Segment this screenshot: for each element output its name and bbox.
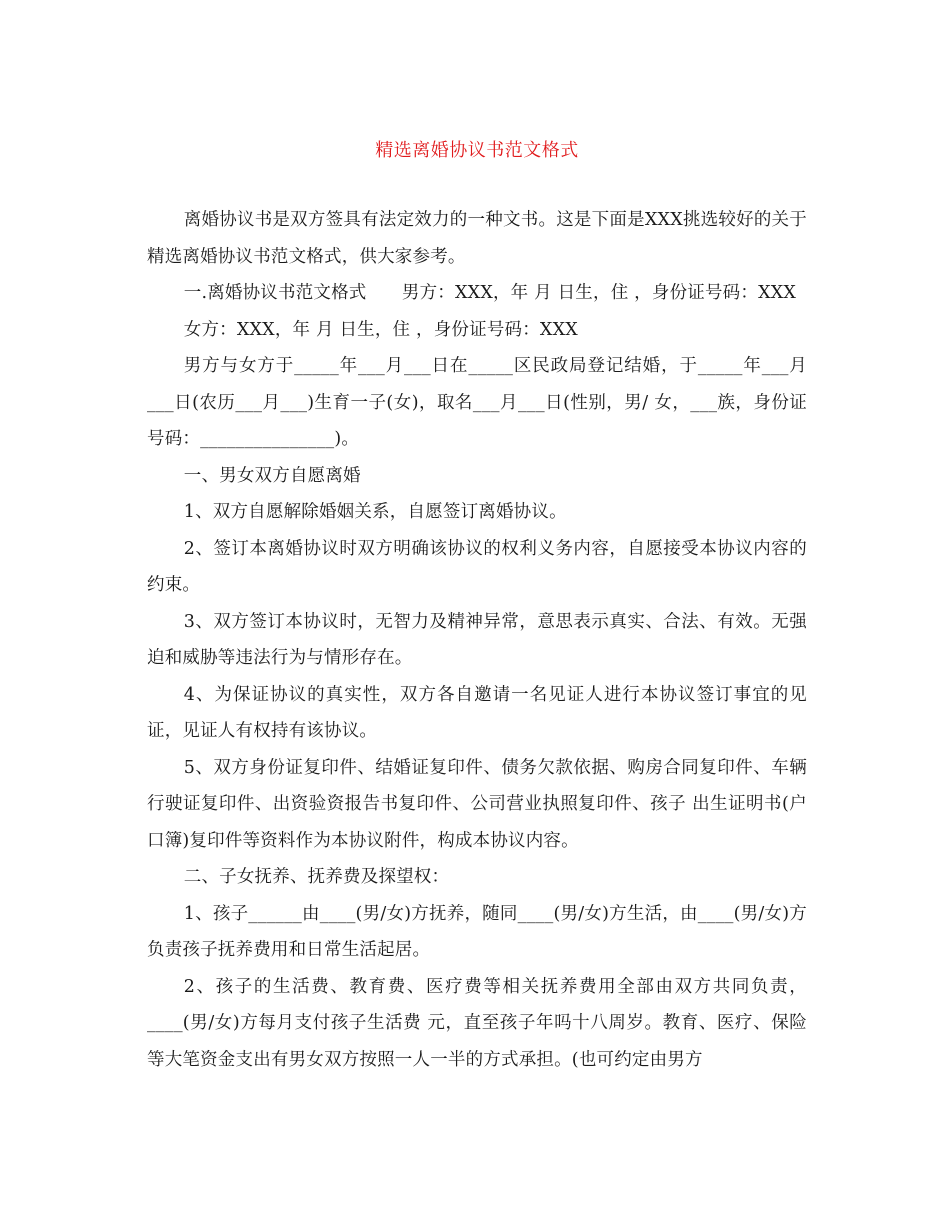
document-body [147, 202, 807, 1078]
section-heading-voluntary-divorce: 一、男女双方自愿离婚 [183, 465, 361, 486]
clause-1-5: 5、双方身份证复印件、结婚证复印件、债务欠款依据、购房合同复印件、车辆行驶证复印件、出资验资报告书复印件、公司营业执照复印件、孩子 出生证明书(户口簿)复印件等资料作为本协议附件，构成本协议内容。 [147, 757, 807, 851]
clause-1-4: 4、为保证协议的真实性，双方各自邀请一名见证人进行本协议签订事宜的见证，见证人有权持有该协议。 [147, 684, 807, 741]
paragraph-wife-info: 女方：XXX，年 月 日生，住 ，身份证号码：XXX [183, 319, 578, 340]
document-title: 精选离婚协议书范文格式 [375, 140, 579, 161]
clause-1-1: 1、双方自愿解除婚姻关系，自愿签订离婚协议。 [183, 502, 567, 522]
clause-2-2: 2、孩子的生活费、教育费、医疗费等相关抚养费用全部由双方共同负责，____(男/女)方每月支付孩子生活费 元，直至孩子年吗十八周岁。教育、医疗、保险等大笔资金支出有男女双方按照一人一半的方式承担。(也可约定由男方 [147, 976, 807, 1070]
paragraph-intro: 离婚协议书是双方签具有法定效力的一种文书。这是下面是XXX挑选较好的关于精选离婚协议书范文格式，供大家参考。 [147, 210, 807, 267]
section-heading-child-custody: 二、子女抚养、抚养费及探望权： [183, 867, 450, 887]
clause-1-2: 2、签订本离婚协议时双方明确该协议的权利义务内容，自愿接受本协议内容的约束。 [147, 538, 807, 595]
clause-1-3: 3、双方签订本协议时，无智力及精神异常，意思表示真实、合法、有效。无强迫和威胁等违法行为与情形存在。 [147, 611, 807, 668]
clause-2-1: 1、孩子______由____(男/女)方抚养，随同____(男/女)方生活，由____(男/女)方负责孩子抚养费用和日常生活起居。 [147, 903, 807, 960]
paragraph-marriage-registration: 男方与女方于_____年___月___日在_____区民政局登记结婚，于_____年___月___日(农历___月___)生育一子(女)，取名___月___日(性别，男/ 女，___族，身份证号码：_______________)。 [147, 356, 807, 449]
paragraph-husband-info: 一.离婚协议书范文格式 男方：XXX，年 月 日生，住 ，身份证号码：XXX [183, 283, 797, 303]
